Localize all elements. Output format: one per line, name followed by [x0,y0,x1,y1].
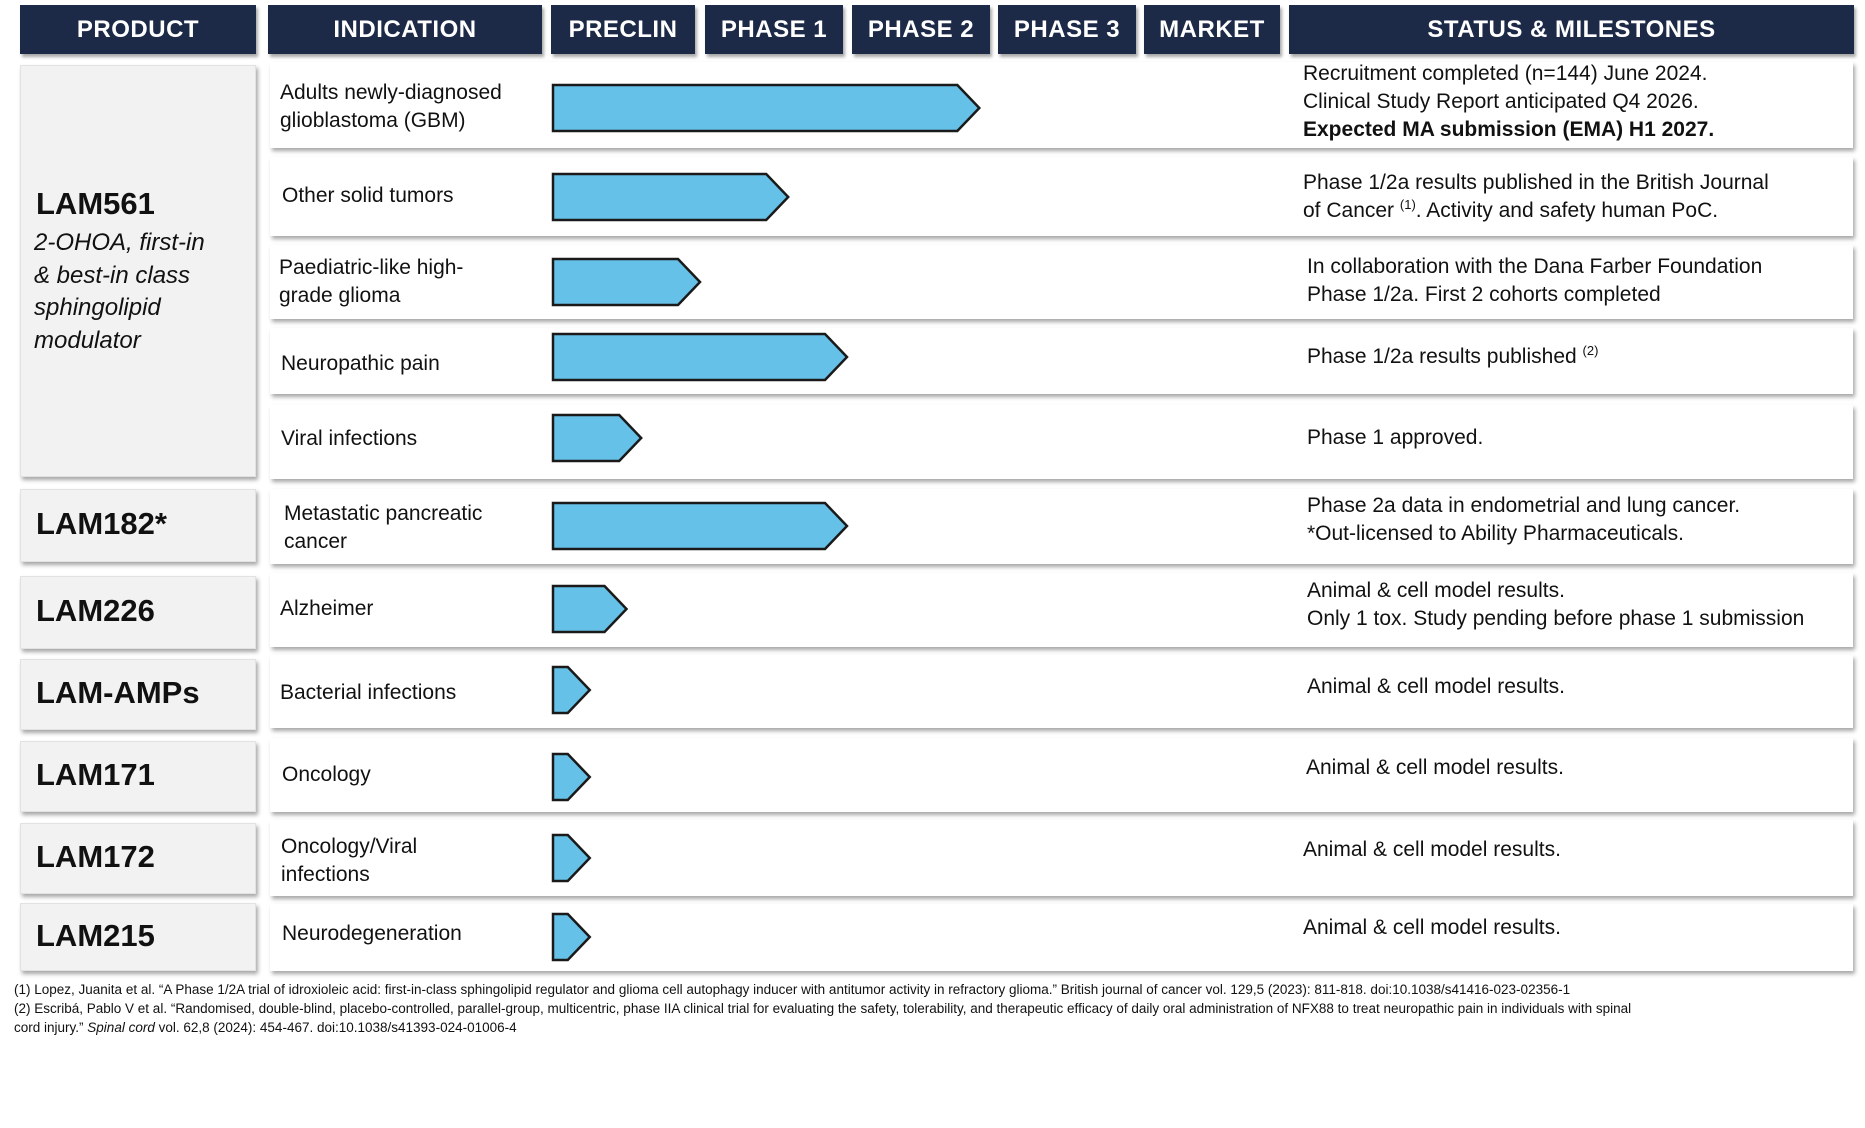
header-phase2: PHASE 2 [852,5,990,54]
indication-label: Oncology/Viral infections [281,835,418,886]
status-text: Recruitment completed (n=144) June 2024. Clinical Study Report anticipated Q4 2026. Expected MA submission (EMA) H1 2027. [1303,62,1715,141]
footnote-2-line2: cord injury.” Spinal cord vol. 62,8 (2024): 454-467. doi:10.1038/s41393-024-01006-4 [14,1020,517,1035]
status-text: Animal & cell model results. [1303,838,1561,861]
indication-label: Neuropathic pain [281,352,440,375]
description-line: & best-in class [34,261,191,289]
status-text: Animal & cell model results. [1306,756,1564,779]
progress-arrow [553,503,847,549]
progress-arrow [553,334,847,380]
indication-label: Bacterial infections [280,681,457,704]
progress-arrow [553,667,590,713]
status-text: Phase 1 approved. [1307,426,1484,449]
footnote-ref-1: (1) [1399,197,1416,212]
product-name: LAM172 [36,839,155,874]
progress-arrow [553,259,700,305]
status-text: Animal & cell model results. [1307,675,1565,698]
indication-label: Viral infections [281,427,418,450]
description-line: 2-OHOA, first-in [34,229,205,256]
indication-label: Alzheimer [280,597,374,620]
header-indication: INDICATION [268,5,542,54]
product-name: LAM561 [36,186,155,221]
indication-label: Metastatic pancreatic cancer [284,502,483,553]
status-text: In collaboration with the Dana Farber Foundation Phase 1/2a. First 2 cohorts completed [1307,255,1763,306]
indication-label: Other solid tumors [282,184,454,207]
header-preclin: PRECLIN [551,5,695,54]
indication-label: Adults newly-diagnosed glioblastoma (GBM) [280,81,502,132]
status-text: Phase 2a data in endometrial and lung cancer. *Out-licensed to Ability Pharmaceuticals. [1307,494,1741,545]
status-text: Animal & cell model results. [1303,916,1561,939]
progress-arrow [553,415,641,461]
status-text: Animal & cell model results. Only 1 tox. Study pending before phase 1 submission [1307,579,1805,630]
status-text: Phase 1/2a results published $^{(2)}$ [1307,343,1599,368]
description-line: modulator [34,326,141,354]
product-name: LAM215 [36,918,155,953]
progress-arrow [553,174,788,220]
progress-arrow [553,835,590,881]
progress-arrow [553,754,590,800]
footnote-ref-2: (2) [1582,343,1599,358]
progress-arrow [553,85,979,131]
footnote-2-line1: (2) Escribá, Pablo V et al. “Randomised, double-blind, placebo-controlled, parallel-group, multicentric, phase IIA clinical trial for evaluating the safety, tolerability, and therapeutic efficacy of daily oral administration of NFX88 to treat neuropathic pain in individuals with spinal [14,1001,1632,1016]
indication-label: Oncology [282,763,371,786]
header-product: PRODUCT [20,5,256,54]
progress-arrow [553,914,590,960]
product-name: LAM171 [36,757,155,792]
header-phase3: PHASE 3 [998,5,1136,54]
description-line: sphingolipid [34,294,161,321]
indication-label: Neurodegeneration [282,922,462,945]
product-name: LAM182* [36,506,167,541]
indication-label: Paediatric-like high- grade glioma [279,256,464,307]
footnote-1: (1) Lopez, Juanita et al. “A Phase 1/2A trial of idroxioleic acid: first-in-class sphingolipid regulator and glioma cell autophagy inducer with antitumor activity in refractory glioma.” British journal of cancer vol. 129,5 (2023): 811-818. doi:10.1038/s41416-023-02356-1 [14,982,1571,997]
header-phase1: PHASE 1 [705,5,843,54]
progress-arrow [553,586,627,632]
header-status: STATUS & MILESTONES [1289,5,1854,54]
header-market: MARKET [1144,5,1280,54]
product-name: LAM226 [36,593,155,628]
status-text: Phase 1/2a results published in the British Journal of Cancer $^{(1)}$. Activity and safety human PoC. [1303,171,1769,222]
product-name: LAM-AMPs [36,675,200,710]
